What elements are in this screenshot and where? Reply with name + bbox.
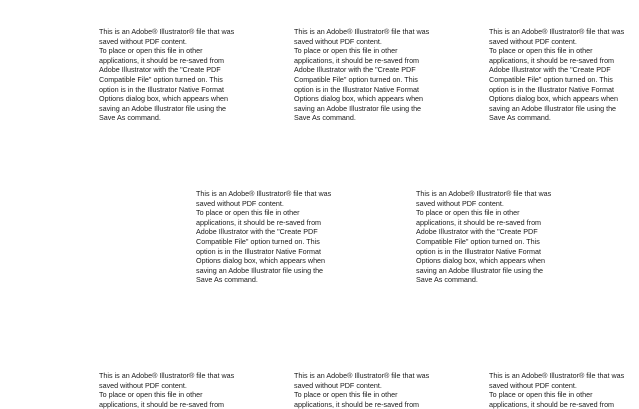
pdf-compatibility-notice (489, 371, 639, 409)
pdf-compatibility-notice (416, 189, 566, 285)
notice-line: Compatible File" option turned on. This (416, 236, 540, 246)
notice-line: applications, it should be re-saved from (196, 217, 322, 227)
notice-line: Save As command. (294, 113, 356, 123)
notice-line: To place or open this file in other (489, 390, 593, 400)
notice-line: This is an Adobe® Illustrator® file that was (416, 189, 552, 198)
pdf-compatibility-notice (294, 371, 444, 409)
notice-line: To place or open this file in other (294, 390, 398, 400)
notice-line: This is an Adobe® Illustrator® file that was (196, 189, 332, 198)
notice-line: Adobe Illustrator with the "Create PDF (416, 227, 538, 237)
notice-line: Options dialog box, which appears when (416, 256, 546, 266)
notice-line: saving an Adobe Illustrator file using the (416, 265, 544, 275)
notice-line: applications, it should be re-saved from (489, 399, 615, 409)
notice-line: This is an Adobe® Illustrator® file that was (489, 27, 625, 36)
notice-line: Save As command. (489, 113, 551, 123)
notice-line: Save As command. (416, 275, 478, 285)
notice-line: saving an Adobe Illustrator file using the (489, 103, 617, 113)
notice-line: To place or open this file in other (416, 208, 520, 218)
notice-line: Compatible File" option turned on. This (489, 74, 613, 84)
notice-line: saving an Adobe Illustrator file using the (294, 103, 422, 113)
notice-line: option is in the Illustrator Native Format (489, 84, 615, 94)
notice-line: saved without PDF content. (416, 198, 504, 208)
notice-line: This is an Adobe® Illustrator® file that was (294, 27, 430, 36)
pdf-compatibility-notice (489, 27, 639, 123)
notice-line: Save As command. (196, 275, 258, 285)
notice-line: To place or open this file in other (99, 46, 203, 56)
notice-line: applications, it should be re-saved from (99, 55, 225, 65)
notice-line: Adobe Illustrator with the "Create PDF (489, 65, 611, 75)
notice-line: To place or open this file in other (489, 46, 593, 56)
notice-line: option is in the Illustrator Native Format (416, 246, 542, 256)
notice-line: saving an Adobe Illustrator file using the (196, 265, 324, 275)
notice-line: Adobe Illustrator with the "Create PDF (196, 227, 318, 237)
notice-line: option is in the Illustrator Native Format (294, 84, 420, 94)
notice-line: saved without PDF content. (489, 36, 577, 46)
notice-line: applications, it should be re-saved from (294, 55, 420, 65)
notice-line: saved without PDF content. (99, 380, 187, 390)
notice-line: Compatible File" option turned on. This (99, 74, 223, 84)
notice-line: This is an Adobe® Illustrator® file that was (99, 27, 235, 36)
notice-line: Options dialog box, which appears when (489, 94, 619, 104)
notice-line: applications, it should be re-saved from (489, 55, 615, 65)
pdf-compatibility-notice (294, 27, 444, 123)
notice-line: To place or open this file in other (294, 46, 398, 56)
notice-line: saved without PDF content. (99, 36, 187, 46)
notice-line: applications, it should be re-saved from (99, 399, 225, 409)
notice-line: Compatible File" option turned on. This (294, 74, 418, 84)
notice-line: Options dialog box, which appears when (99, 94, 229, 104)
notice-line: This is an Adobe® Illustrator® file that was (489, 371, 625, 380)
notice-line: applications, it should be re-saved from (294, 399, 420, 409)
pdf-compatibility-notice (196, 189, 346, 285)
notice-line: This is an Adobe® Illustrator® file that was (99, 371, 235, 380)
notice-line: option is in the Illustrator Native Format (196, 246, 322, 256)
notice-line: To place or open this file in other (99, 390, 203, 400)
notice-line: option is in the Illustrator Native Format (99, 84, 225, 94)
notice-line: saved without PDF content. (196, 198, 284, 208)
pdf-compatibility-notice (99, 27, 249, 123)
notice-line: saved without PDF content. (294, 380, 382, 390)
notice-line: To place or open this file in other (196, 208, 300, 218)
notice-line: saving an Adobe Illustrator file using the (99, 103, 227, 113)
notice-line: Save As command. (99, 113, 161, 123)
notice-line: Compatible File" option turned on. This (196, 236, 320, 246)
notice-line: saved without PDF content. (294, 36, 382, 46)
pdf-compatibility-notice (99, 371, 249, 409)
notice-line: Options dialog box, which appears when (196, 256, 326, 266)
notice-line: Options dialog box, which appears when (294, 94, 424, 104)
notice-line: This is an Adobe® Illustrator® file that was (294, 371, 430, 380)
notice-line: Adobe Illustrator with the "Create PDF (99, 65, 221, 75)
notice-line: saved without PDF content. (489, 380, 577, 390)
notice-line: Adobe Illustrator with the "Create PDF (294, 65, 416, 75)
notice-line: applications, it should be re-saved from (416, 217, 542, 227)
